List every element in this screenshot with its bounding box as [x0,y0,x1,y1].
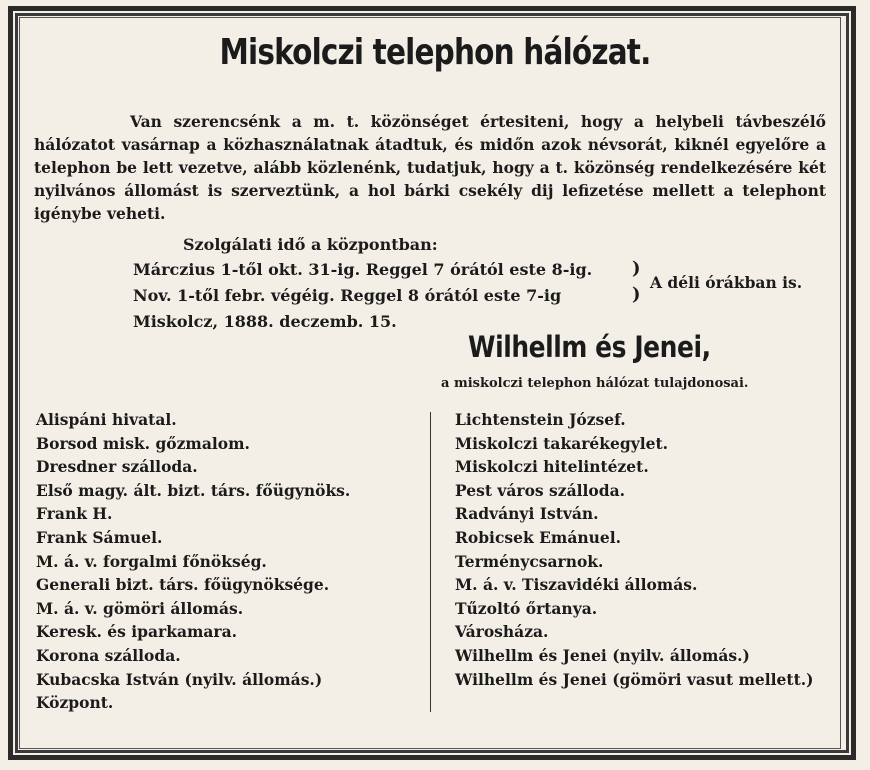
service-hours-row: Nov. 1-től febr. végéig. Reggel 8 órától este 7-ig [133,286,562,305]
subscriber-list-left [36,408,350,715]
page-title: Miskolczi telephon hálózat. [219,32,651,73]
list-item: Wilhellm és Jenei (gömöri vasut mellett.) [455,669,814,689]
list-item: M. á. v. gömöri állomás. [36,598,244,618]
list-item: Frank H. [36,504,113,524]
list-item: Miskolczi hitelintézet. [455,457,649,477]
list-item: Első magy. ált. bizt. társ. főügynöks. [36,480,351,500]
list-item: Dresdner szálloda. [36,457,198,477]
list-item: Borsod misk. gőzmalom. [36,433,250,453]
list-item: Frank Sámuel. [36,527,163,547]
column-divider [430,412,431,712]
list-item: Lichtenstein József. [455,410,626,429]
list-item: M. á. v. Tiszavidéki állomás. [455,575,698,595]
signature-name: Wilhellm és Jenei, [468,330,711,364]
service-hours-row: Márczius 1-től okt. 31-ig. Reggel 7 órától este 8-ig. [133,260,593,279]
list-item: M. á. v. forgalmi főnökség. [36,551,267,571]
subscriber-list-right [455,408,813,691]
noon-hours-note: A déli órákban is. [650,273,803,292]
list-item: Generali bizt. társ. főügynöksége. [36,575,330,595]
list-item: Radványi István. [455,504,599,524]
date-line: Miskolcz, 1888. deczemb. 15. [133,312,397,331]
list-item: Keresk. és iparkamara. [36,622,238,642]
list-item: Terménycsarnok. [455,551,604,571]
hours-brace: ) [632,284,641,305]
list-item: Wilhellm és Jenei (nyilv. állomás.) [455,645,750,665]
list-item: Robicsek Emánuel. [455,527,622,547]
intro-paragraph: Van szerencsénk a m. t. közönséget értesiteni, hogy a helybeli távbeszélő hálózatot vasárnap a közhasználatnak átadtuk, és midőn azok névsorát, kiknél egyelőre a telephon be lett vezetve, alább közlenénk, tudatjuk, hogy a t. közönség rendelkezésére két nyilvános állomást is szerveztünk, a hol bárki csekély dij lefizetése mellett a telephont igénybe veheti. [34,112,826,223]
signature-subtitle: a miskolczi telephon hálózat tulajdonosai. [441,376,749,391]
list-item: Miskolczi takarékegylet. [455,433,669,453]
service-hours-heading: Szolgálati idő a központban: [183,235,438,254]
list-item: Városháza. [455,622,549,642]
list-item: Alispáni hivatal. [36,410,177,429]
list-item: Tűzoltó őrtanya. [455,598,598,618]
list-item: Kubacska István (nyilv. állomás.) [36,669,323,689]
list-item: Pest város szálloda. [455,480,626,500]
list-item: Korona szálloda. [36,645,181,665]
list-item: Központ. [36,693,114,713]
hours-brace: ) [632,258,641,279]
